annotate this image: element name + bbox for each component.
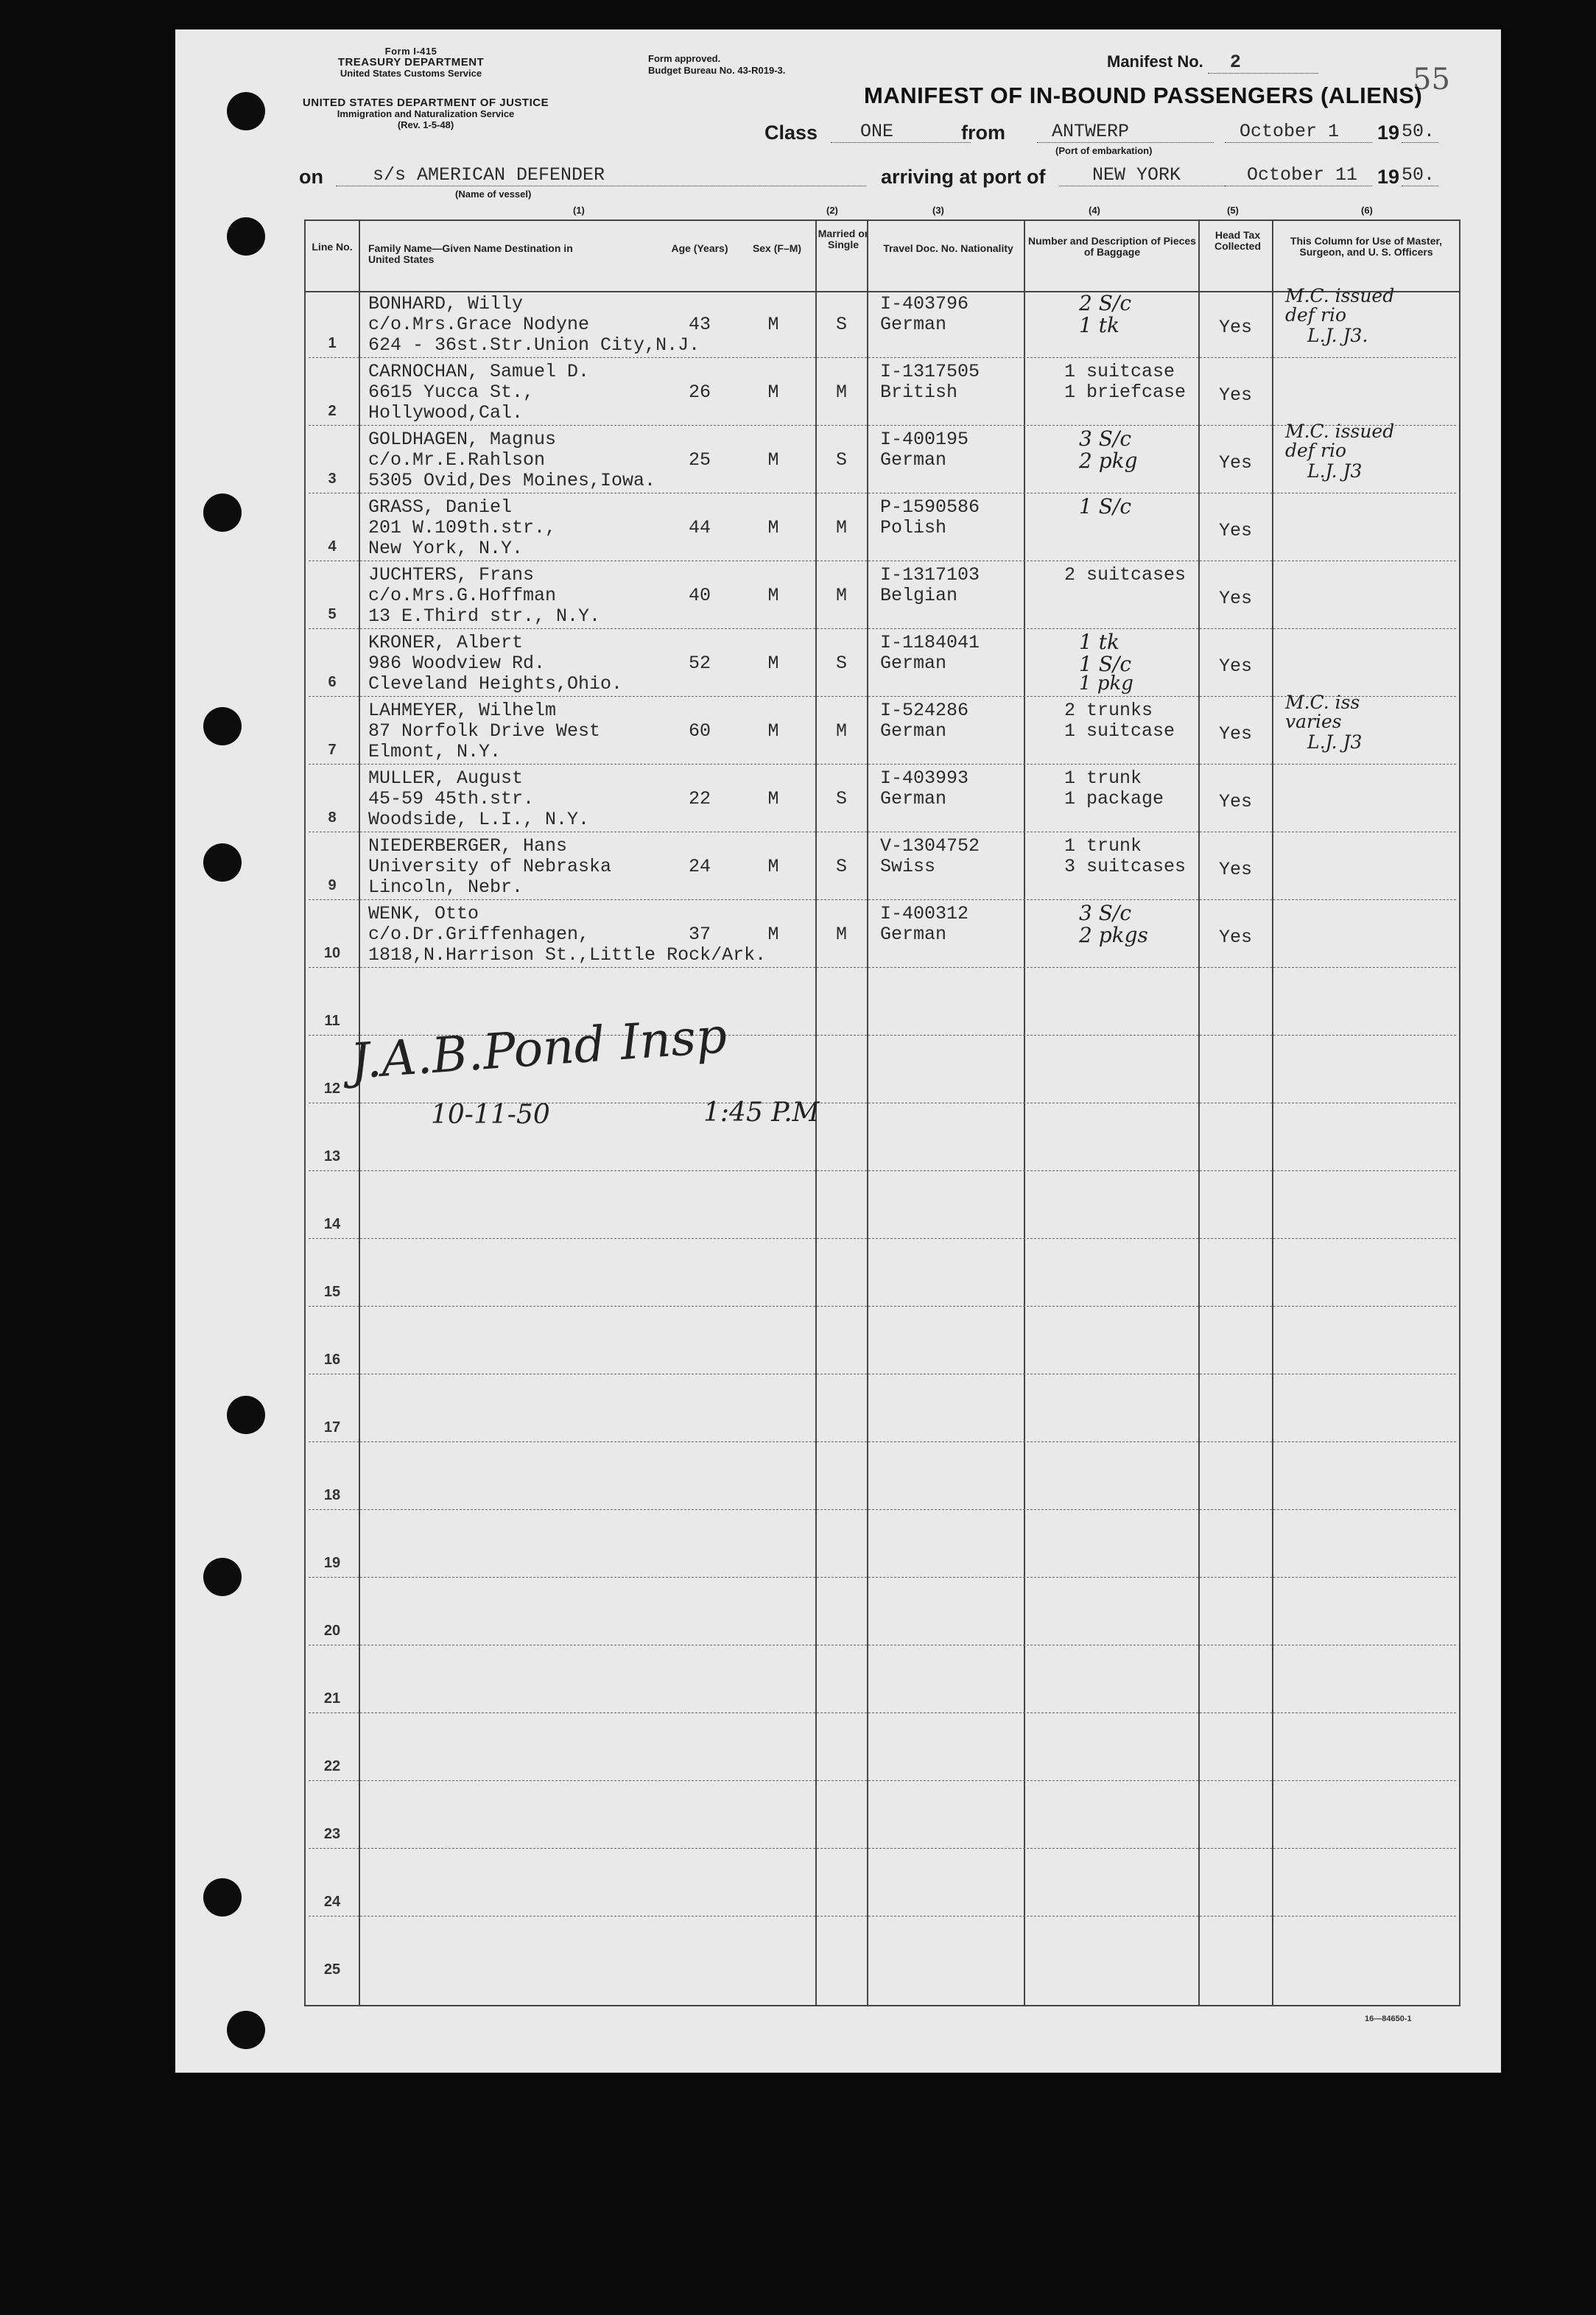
line-number: 13 <box>323 1148 341 1164</box>
ins-service: Immigration and Naturalization Service <box>337 108 515 119</box>
arriving-label: arriving at port of <box>881 166 1046 188</box>
punch-hole <box>203 707 242 745</box>
arrival-port: NEW YORK <box>1059 164 1225 186</box>
marital-status: S <box>835 788 847 809</box>
col-num-2: (2) <box>826 205 838 216</box>
head-tax-collected: Yes <box>1218 791 1252 812</box>
table-row-empty <box>306 1375 1459 1443</box>
marital-status: M <box>835 585 847 606</box>
manifest-no-label: Manifest No. <box>1107 52 1203 71</box>
row-rule <box>309 1441 1456 1442</box>
table-row-empty <box>306 1172 1459 1240</box>
row-rule <box>309 628 1456 629</box>
punch-hole <box>203 1558 242 1596</box>
sex-value: M <box>767 788 779 809</box>
sex-value: M <box>767 517 779 538</box>
table-row <box>306 901 1459 969</box>
officer-note: M.C. issued <box>1285 421 1395 442</box>
line-number: 18 <box>323 1487 341 1503</box>
baggage-line: 1 S/c <box>1079 494 1132 519</box>
line-number: 9 <box>328 877 337 893</box>
officer-note: L.J. J3 <box>1307 731 1363 753</box>
baggage-line: 1 suitcase <box>1064 361 1175 382</box>
table-row <box>306 494 1459 562</box>
line-number: 14 <box>323 1216 341 1232</box>
destination-line: 13 E.Third str., N.Y. <box>368 605 601 627</box>
punch-hole <box>203 843 242 882</box>
justice-dept: UNITED STATES DEPARTMENT OF JUSTICE <box>302 96 549 109</box>
sex-value: M <box>767 653 779 674</box>
table-row-empty <box>306 1240 1459 1307</box>
baggage-line: 1 suitcase <box>1064 720 1175 742</box>
table-row <box>306 692 1459 765</box>
baggage-line: 1 tk <box>1079 313 1119 337</box>
row-rule <box>309 899 1456 900</box>
nationality: British <box>880 382 958 403</box>
row-rule <box>309 1509 1456 1510</box>
travel-doc-number: I-1317103 <box>880 564 980 586</box>
col-header-line: Line No. <box>312 241 353 253</box>
passenger-table <box>304 219 1460 2006</box>
nationality: Polish <box>880 517 947 538</box>
officer-note: def rio <box>1285 304 1346 326</box>
row-rule <box>309 967 1456 968</box>
destination-line: c/o.Mrs.G.Hoffman <box>368 585 557 606</box>
destination-line: 986 Woodview Rd. <box>368 653 546 674</box>
row-rule <box>309 696 1456 697</box>
departure-year-prefix: 19 <box>1377 122 1400 144</box>
col-header-sex: Sex (F–M) <box>752 242 802 254</box>
sex-value: M <box>767 449 779 471</box>
handwritten-time: 1:45 P.M <box>703 1097 820 1128</box>
sex-value: M <box>767 856 779 877</box>
col-header-travel: Travel Doc. No. Nationality <box>883 242 1013 254</box>
age-value: 37 <box>688 924 711 945</box>
table-row <box>306 765 1459 833</box>
table-row-empty <box>306 1646 1459 1714</box>
on-label: on <box>299 166 323 188</box>
punch-hole <box>227 217 265 256</box>
line-number: 23 <box>323 1826 341 1842</box>
destination-line: Elmont, N.Y. <box>368 741 502 762</box>
table-row <box>306 421 1459 494</box>
age-value: 60 <box>688 720 711 742</box>
row-rule <box>309 425 1456 426</box>
departure-year: 50. <box>1402 121 1438 143</box>
baggage-line: 2 pkgs <box>1079 923 1148 947</box>
punch-hole <box>203 1878 242 1917</box>
table-row <box>306 833 1459 901</box>
marital-status: S <box>835 314 847 335</box>
officer-signature: J.A.B.Pond Insp <box>348 1007 729 1090</box>
customs-service: United States Customs Service <box>340 68 482 79</box>
table-row-empty <box>306 1443 1459 1511</box>
row-rule <box>309 764 1456 765</box>
class-value: ONE <box>831 121 971 143</box>
officer-note: M.C. issued <box>1285 285 1395 306</box>
destination-line: Lincoln, Nebr. <box>368 877 524 898</box>
line-number: 5 <box>328 606 337 622</box>
travel-doc-number: I-403796 <box>880 293 969 315</box>
baggage-line: 3 S/c <box>1079 901 1132 925</box>
passenger-name: LAHMEYER, Wilhelm <box>368 700 557 721</box>
marital-status: S <box>835 449 847 471</box>
col-header-tax: Head Tax Collected <box>1214 229 1261 252</box>
passenger-name: WENK, Otto <box>368 903 479 924</box>
col-num-4: (4) <box>1089 205 1100 216</box>
line-number: 16 <box>323 1352 341 1368</box>
baggage-line: 2 trunks <box>1064 700 1153 721</box>
passenger-name: JUCHTERS, Frans <box>368 564 535 586</box>
sex-value: M <box>767 720 779 742</box>
destination-line: Woodside, L.I., N.Y. <box>368 809 590 830</box>
table-row-empty <box>306 1511 1459 1578</box>
col-num-5: (5) <box>1227 205 1239 216</box>
head-tax-collected: Yes <box>1218 588 1252 609</box>
travel-doc-number: V-1304752 <box>880 835 980 857</box>
col-num-1: (1) <box>573 205 585 216</box>
head-tax-collected: Yes <box>1218 927 1252 948</box>
handwritten-date: 10-11-50 <box>431 1100 550 1130</box>
departure-date: October 1 <box>1225 121 1372 143</box>
row-rule <box>309 1170 1456 1171</box>
passenger-name: CARNOCHAN, Samuel D. <box>368 361 590 382</box>
table-row-empty <box>306 1578 1459 1646</box>
line-number: 6 <box>328 674 337 690</box>
officer-note: varies <box>1285 711 1342 732</box>
passenger-name: MULLER, August <box>368 767 524 789</box>
line-number: 12 <box>323 1081 341 1097</box>
punch-hole <box>227 1396 265 1434</box>
line-number: 3 <box>328 471 337 487</box>
col-num-6: (6) <box>1361 205 1373 216</box>
officer-note: L.J. J3 <box>1307 460 1363 482</box>
baggage-line: 2 pkg <box>1079 449 1138 473</box>
nationality: German <box>880 314 947 335</box>
line-number: 19 <box>323 1555 341 1571</box>
marital-status: M <box>835 382 847 403</box>
arrival-year: 50. <box>1402 164 1438 186</box>
age-value: 22 <box>688 788 711 809</box>
baggage-line: 1 tk <box>1079 630 1119 654</box>
age-value: 43 <box>688 314 711 335</box>
baggage-line: 1 trunk <box>1064 767 1142 789</box>
nationality: German <box>880 653 947 674</box>
travel-doc-number: I-400312 <box>880 903 969 924</box>
travel-doc-number: P-1590586 <box>880 496 980 518</box>
col-header-name: Family Name—Given Name Destination in United States <box>368 242 573 265</box>
nationality: Belgian <box>880 585 958 606</box>
baggage-line: 1 pkg <box>1079 672 1133 695</box>
page-title: MANIFEST OF IN-BOUND PASSENGERS (ALIENS) <box>864 82 1423 108</box>
table-row-empty <box>306 1714 1459 1782</box>
age-value: 44 <box>688 517 711 538</box>
line-number: 11 <box>324 1013 340 1029</box>
vessel-caption: (Name of vessel) <box>455 189 532 200</box>
arrival-date: October 11 <box>1225 164 1372 186</box>
age-value: 24 <box>688 856 711 877</box>
marital-status: M <box>835 924 847 945</box>
table-row <box>306 285 1459 359</box>
head-tax-collected: Yes <box>1218 452 1252 474</box>
table-row-empty <box>306 1782 1459 1849</box>
col-header-baggage: Number and Description of Pieces of Baggage <box>1028 235 1196 258</box>
sex-value: M <box>767 382 779 403</box>
row-rule <box>309 1916 1456 1917</box>
officer-note: def rio <box>1285 440 1346 461</box>
marital-status: M <box>835 720 847 742</box>
line-number: 25 <box>323 1961 341 1978</box>
row-rule <box>309 1780 1456 1781</box>
baggage-line: 1 package <box>1064 788 1164 809</box>
nationality: Swiss <box>880 856 936 877</box>
destination-line: c/o.Mrs.Grace Nodyne <box>368 314 590 335</box>
line-number: 24 <box>323 1894 341 1910</box>
travel-doc-number: I-403993 <box>880 767 969 789</box>
line-number: 22 <box>323 1758 341 1774</box>
age-value: 26 <box>688 382 711 403</box>
line-number: 7 <box>328 742 337 758</box>
destination-line: 5305 Ovid,Des Moines,Iowa. <box>368 470 656 491</box>
sex-value: M <box>767 585 779 606</box>
row-rule <box>309 1848 1456 1849</box>
head-tax-collected: Yes <box>1218 656 1252 677</box>
destination-line: 45-59 45th.str. <box>368 788 535 809</box>
marital-status: S <box>835 653 847 674</box>
destination-line: c/o.Dr.Griffenhagen, <box>368 924 590 945</box>
nationality: German <box>880 720 947 742</box>
vessel-name: s/s AMERICAN DEFENDER <box>336 164 866 186</box>
line-number: 8 <box>328 809 337 826</box>
marital-status: M <box>835 517 847 538</box>
destination-line: 624 - 36st.Str.Union City,N.J. <box>368 334 700 356</box>
destination-line: 87 Norfolk Drive West <box>368 720 601 742</box>
destination-line: 6615 Yucca St., <box>368 382 535 403</box>
form-approved: Form approved. <box>648 53 721 64</box>
passenger-name: KRONER, Albert <box>368 632 524 653</box>
baggage-line: 1 trunk <box>1064 835 1142 857</box>
port-embark-caption: (Port of embarkation) <box>1055 145 1153 156</box>
destination-line: 1818,N.Harrison St.,Little Rock/Ark. <box>368 944 767 966</box>
budget-bureau: Budget Bureau No. 43-R019-3. <box>648 65 786 76</box>
baggage-line: 2 suitcases <box>1064 564 1187 586</box>
head-tax-collected: Yes <box>1218 384 1252 406</box>
page-number: 55 <box>1413 63 1450 96</box>
line-number: 21 <box>323 1690 341 1707</box>
row-rule <box>309 357 1456 358</box>
baggage-line: 3 suitcases <box>1064 856 1187 877</box>
officer-note: L.J. J3. <box>1307 325 1368 346</box>
col-header-married: Married or Single <box>818 228 869 250</box>
nationality: German <box>880 788 947 809</box>
punch-hole <box>227 92 265 130</box>
arrival-year-prefix: 19 <box>1377 166 1400 188</box>
row-rule <box>309 1577 1456 1578</box>
sex-value: M <box>767 314 779 335</box>
footer-code: 16—84650-1 <box>1365 2014 1412 2023</box>
travel-doc-number: I-524286 <box>880 700 969 721</box>
destination-line: c/o.Mr.E.Rahlson <box>368 449 546 471</box>
head-tax-collected: Yes <box>1218 317 1252 338</box>
destination-line: 201 W.109th.str., <box>368 517 557 538</box>
row-rule <box>309 1712 1456 1713</box>
table-row-empty <box>306 1917 1459 1985</box>
table-row <box>306 359 1459 426</box>
destination-line: Cleveland Heights,Ohio. <box>368 673 623 695</box>
passenger-name: GRASS, Daniel <box>368 496 513 518</box>
row-rule <box>309 1306 1456 1307</box>
manifest-no-value: 2 <box>1208 52 1318 74</box>
line-number: 20 <box>323 1623 341 1639</box>
form-number: Form I-415 <box>384 46 437 57</box>
nationality: German <box>880 924 947 945</box>
passenger-name: BONHARD, Willy <box>368 293 524 315</box>
travel-doc-number: I-400195 <box>880 429 969 450</box>
head-tax-collected: Yes <box>1218 859 1252 880</box>
nationality: German <box>880 449 947 471</box>
table-row <box>306 562 1459 630</box>
punch-hole <box>203 493 242 532</box>
baggage-line: 2 S/c <box>1079 291 1132 315</box>
destination-line: Hollywood,Cal. <box>368 402 524 424</box>
sex-value: M <box>767 924 779 945</box>
officer-note: M.C. iss <box>1285 692 1360 713</box>
port-embarkation: ANTWERP <box>1037 121 1214 143</box>
table-row-empty <box>306 1849 1459 1917</box>
class-label: Class <box>764 122 818 144</box>
table-row <box>306 630 1459 698</box>
travel-doc-number: I-1184041 <box>880 632 980 653</box>
passenger-name: GOLDHAGEN, Magnus <box>368 429 557 450</box>
col-header-officers: This Column for Use of Master, Surgeon, and U. S. Officers <box>1290 235 1443 258</box>
travel-doc-number: I-1317505 <box>880 361 980 382</box>
marital-status: S <box>835 856 847 877</box>
col-num-3: (3) <box>932 205 944 216</box>
line-number: 1 <box>328 335 337 351</box>
age-value: 25 <box>688 449 711 471</box>
baggage-line: 1 S/c <box>1079 652 1132 676</box>
age-value: 52 <box>688 653 711 674</box>
baggage-line: 1 briefcase <box>1064 382 1187 403</box>
treasury-dept: TREASURY DEPARTMENT <box>337 56 485 68</box>
head-tax-collected: Yes <box>1218 520 1252 541</box>
line-number: 15 <box>323 1284 341 1300</box>
destination-line: University of Nebraska <box>368 856 612 877</box>
line-number: 10 <box>323 945 341 961</box>
row-rule <box>309 1238 1456 1239</box>
line-number: 2 <box>328 403 337 419</box>
manifest-sheet <box>175 29 1501 2073</box>
age-value: 40 <box>688 585 711 606</box>
line-number: 4 <box>328 538 337 555</box>
table-row-empty <box>306 1307 1459 1375</box>
revision-date: (Rev. 1-5-48) <box>397 119 454 130</box>
from-label: from <box>961 122 1005 144</box>
destination-line: New York, N.Y. <box>368 538 524 559</box>
head-tax-collected: Yes <box>1218 723 1252 745</box>
line-number: 17 <box>323 1419 341 1436</box>
punch-hole <box>227 2011 265 2049</box>
col-header-age: Age (Years) <box>671 242 728 254</box>
passenger-name: NIEDERBERGER, Hans <box>368 835 568 857</box>
table-header <box>306 221 1459 292</box>
baggage-line: 3 S/c <box>1079 426 1132 451</box>
